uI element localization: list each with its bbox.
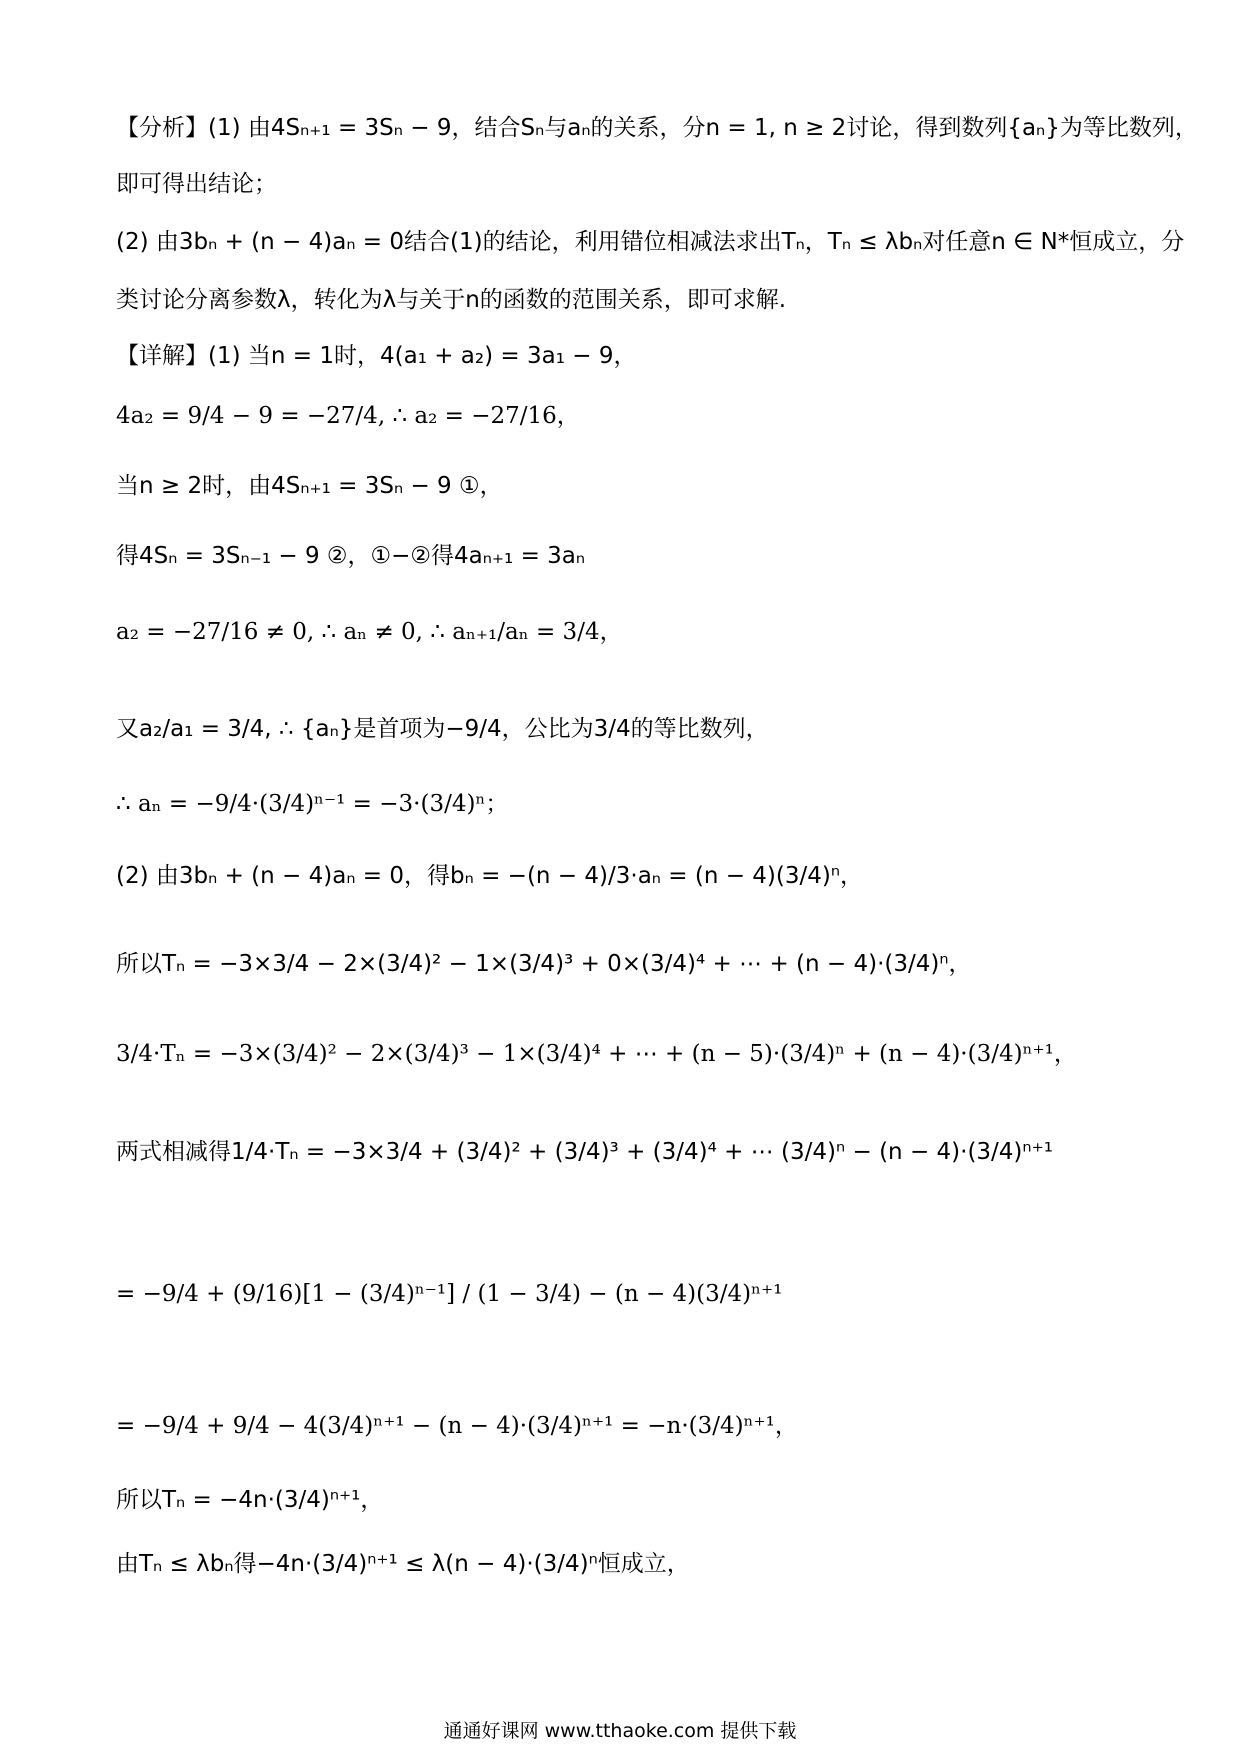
analysis-line-2: 即可得出结论； — [116, 171, 277, 197]
footer-text: 通通好课网 www.tthaoke.com 提供下载 — [443, 1720, 797, 1742]
detail-line-4: 得4Sₙ = 3Sₙ₋₁ − 9 ②，①−②得4aₙ₊₁ = 3aₙ — [116, 543, 586, 569]
analysis-line-4: 类讨论分离参数λ，转化为λ与关于n的函数的范围关系，即可求解. — [116, 287, 787, 313]
detail-line-11: 两式相减得1/4·Tₙ = −3×3/4 + (3/4)² + (3/4)³ + (3/4)⁴ + ⋯ (3/4)ⁿ − (n − 4)·(3/4)ⁿ⁺¹ — [116, 1139, 1053, 1165]
detail-line-13: = −9/4 + 9/4 − 4(3/4)ⁿ⁺¹ − (n − 4)·(3/4)ⁿ⁺¹ = −n·(3/4)ⁿ⁺¹， — [116, 1413, 798, 1439]
detail-text-1: (1) 当n = 1时，4(a₁ + a₂) = 3a₁ − 9， — [208, 343, 637, 369]
detail-line-12: = −9/4 + (9/16)[1 − (3/4)ⁿ⁻¹] / (1 − 3/4) − (n − 4)(3/4)ⁿ⁺¹ — [116, 1281, 783, 1307]
analysis-text-1: (1) 由4Sₙ₊₁ = 3Sₙ − 9，结合Sₙ与aₙ的关系，分n = 1, n ≥ 2讨论，得到数列{aₙ}为等比数列， — [208, 115, 1198, 141]
detail-line-6: 又a₂/a₁ = 3/4, ∴ {aₙ}是首项为−9/4，公比为3/4的等比数列， — [116, 716, 769, 742]
analysis-line-1 — [116, 114, 1198, 143]
analysis-label: 【分析】 — [116, 115, 208, 141]
detail-line-14: 所以Tₙ = −4n·(3/4)ⁿ⁺¹， — [116, 1487, 384, 1513]
detail-line-3: 当n ≥ 2时，由4Sₙ₊₁ = 3Sₙ − 9 ①， — [116, 473, 503, 499]
detail-line-9: 所以Tₙ = −3×3/4 − 2×(3/4)² − 1×(3/4)³ + 0×(3/4)⁴ + ⋯ + (n − 4)·(3/4)ⁿ， — [116, 951, 972, 977]
detail-line-7: ∴ aₙ = −9/4·(3/4)ⁿ⁻¹ = −3·(3/4)ⁿ； — [116, 791, 509, 817]
detail-line-15: 由Tₙ ≤ λbₙ得−4n·(3/4)ⁿ⁺¹ ≤ λ(n − 4)·(3/4)ⁿ恒成立， — [116, 1551, 690, 1577]
detail-label: 【详解】 — [116, 343, 208, 369]
detail-line-5: a₂ = −27/16 ≠ 0, ∴ aₙ ≠ 0, ∴ aₙ₊₁/aₙ = 3/4， — [116, 619, 623, 645]
detail-line-8: (2) 由3bₙ + (n − 4)aₙ = 0，得bₙ = −(n − 4)/3·aₙ = (n − 4)(3/4)ⁿ， — [116, 863, 864, 889]
detail-line-1 — [116, 342, 636, 371]
detail-line-2: 4a₂ = 9/4 − 9 = −27/4, ∴ a₂ = −27/16， — [116, 403, 580, 429]
analysis-line-3: (2) 由3bₙ + (n − 4)aₙ = 0结合(1)的结论，利用错位相减法求出Tₙ，Tₙ ≤ λbₙ对任意n ∈ N*恒成立，分 — [116, 229, 1185, 255]
detail-line-10: 3/4·Tₙ = −3×(3/4)² − 2×(3/4)³ − 1×(3/4)⁴ + ⋯ + (n − 5)·(3/4)ⁿ + (n − 4)·(3/4)ⁿ⁺¹， — [116, 1041, 1077, 1067]
